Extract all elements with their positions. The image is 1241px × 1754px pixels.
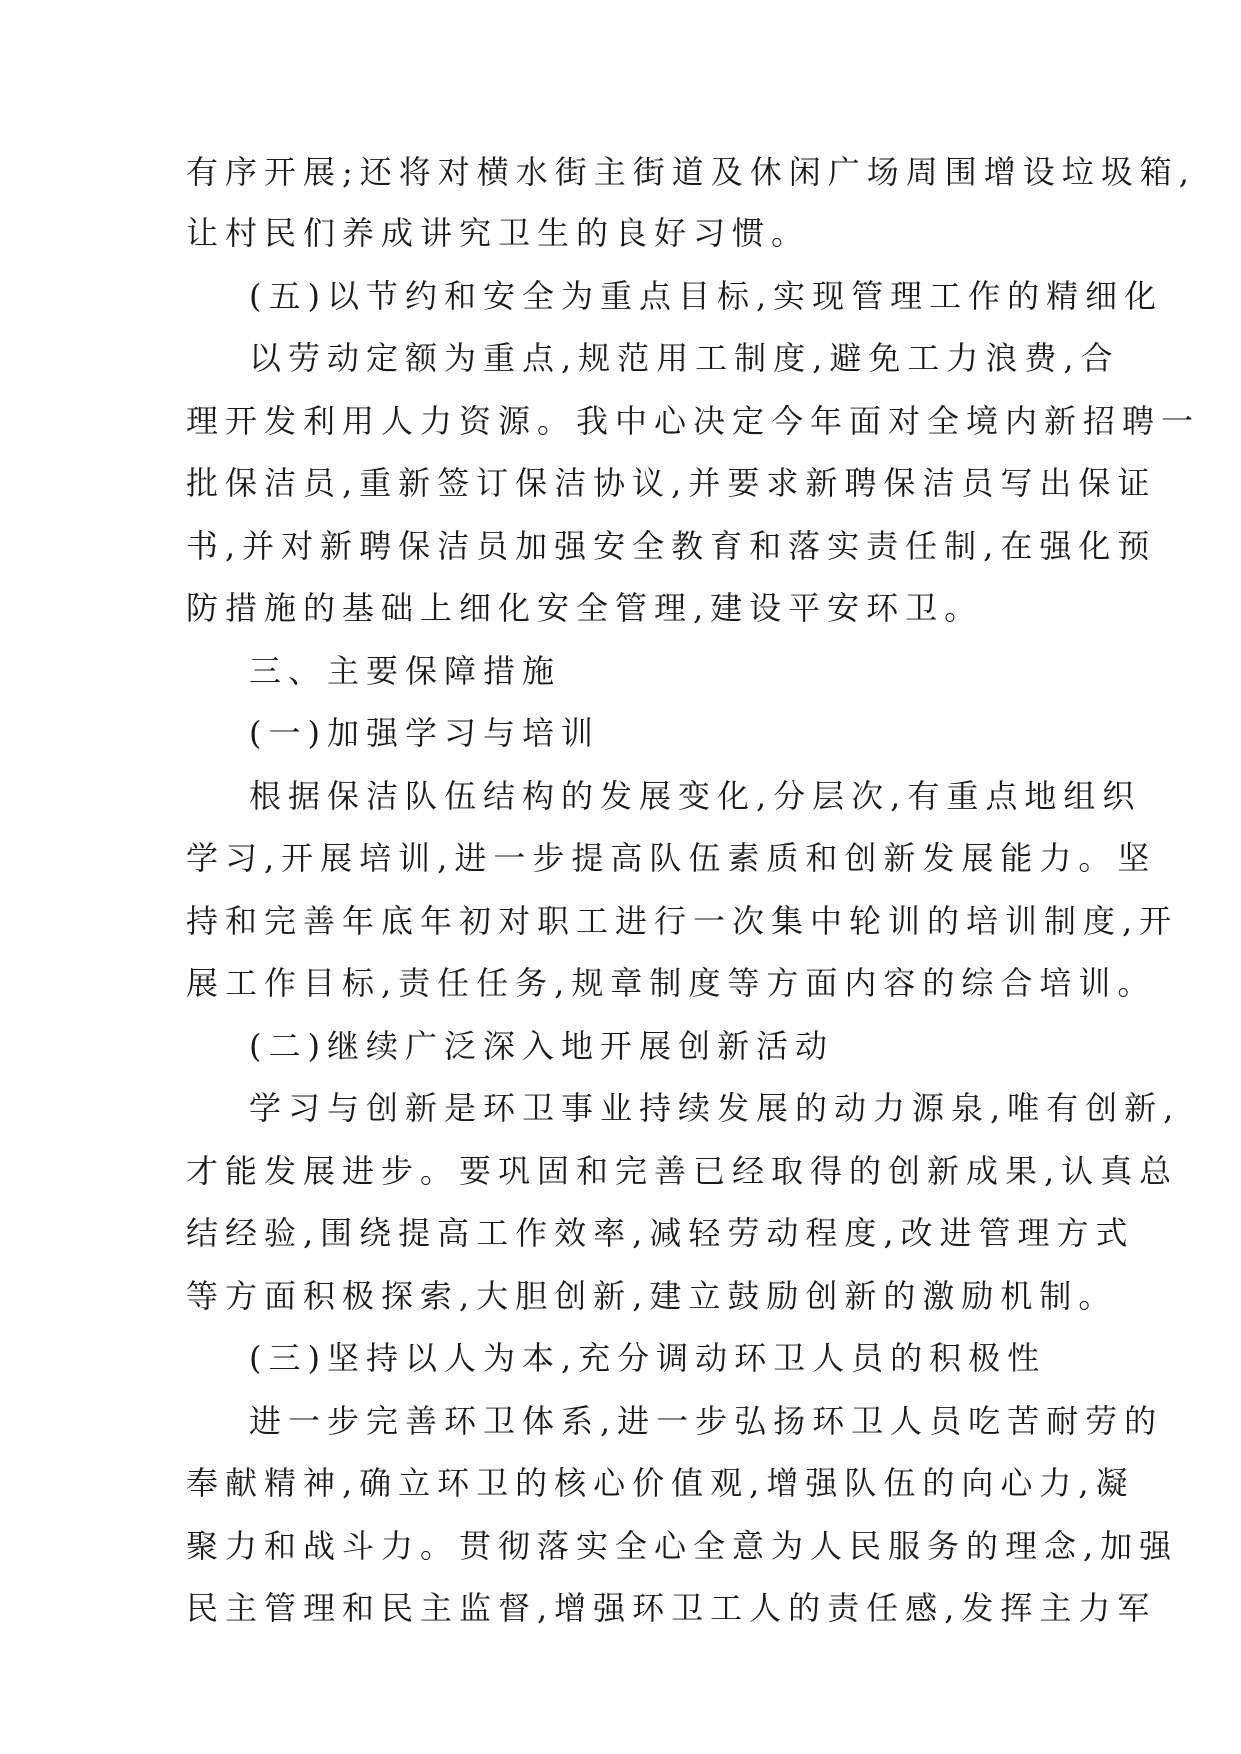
section-heading: (五)以节约和安全为重点目标,实现管理工作的精细化: [249, 277, 1164, 315]
text-line: 批保洁员,重新签订保洁协议,并要求新聘保洁员写出保证: [186, 464, 1157, 502]
text-line: 展工作目标,责任任务,规章制度等方面内容的综合培训。: [186, 964, 1157, 1002]
text-line: 进一步完善环卫体系,进一步弘扬环卫人员吃苦耐劳的: [249, 1402, 1164, 1440]
text-line: 奉献精神,确立环卫的核心价值观,增强队伍的向心力,凝: [186, 1464, 1135, 1502]
text-line: 结经验,围绕提高工作效率,减轻劳动程度,改进管理方式: [186, 1214, 1135, 1252]
text-line: 学习,开展培训,进一步提高队伍素质和创新发展能力。坚: [186, 839, 1157, 877]
text-line: 以劳动定额为重点,规范用工制度,避免工力浪费,合: [249, 339, 1120, 377]
section-heading: (二)继续广泛深入地开展创新活动: [249, 1027, 834, 1065]
text-line: 让村民们养成讲究卫生的良好习惯。: [186, 214, 811, 252]
text-line: 民主管理和民主监督,增强环卫工人的责任感,发挥主力军: [186, 1589, 1157, 1627]
text-line: 防措施的基础上细化安全管理,建设平安环卫。: [186, 589, 984, 627]
text-line: 根据保洁队伍结构的发展变化,分层次,有重点地组织: [249, 777, 1142, 815]
section-heading: 三、主要保障措施: [249, 652, 562, 690]
text-line: 持和完善年底年初对职工进行一次集中轮训的培训制度,开: [186, 902, 1179, 940]
section-heading: (三)坚持以人为本,充分调动环卫人员的积极性: [249, 1339, 1047, 1377]
section-heading: (一)加强学习与培训: [249, 714, 600, 752]
text-line: 学习与创新是环卫事业持续发展的动力源泉,唯有创新,: [249, 1089, 1181, 1127]
text-line: 书,并对新聘保洁员加强安全教育和落实责任制,在强化预: [186, 527, 1157, 565]
text-line: 有序开展;还将对横水街主街道及休闲广场周围增设垃圾箱,: [186, 153, 1196, 191]
text-line: 才能发展进步。要巩固和完善已经取得的创新成果,认真总: [186, 1152, 1179, 1190]
text-line: 理开发利用人力资源。我中心决定今年面对全境内新招聘一: [186, 402, 1201, 440]
text-line: 聚力和战斗力。贯彻落实全心全意为人民服务的理念,加强: [186, 1527, 1179, 1565]
text-line: 等方面积极探索,大胆创新,建立鼓励创新的激励机制。: [186, 1277, 1118, 1315]
